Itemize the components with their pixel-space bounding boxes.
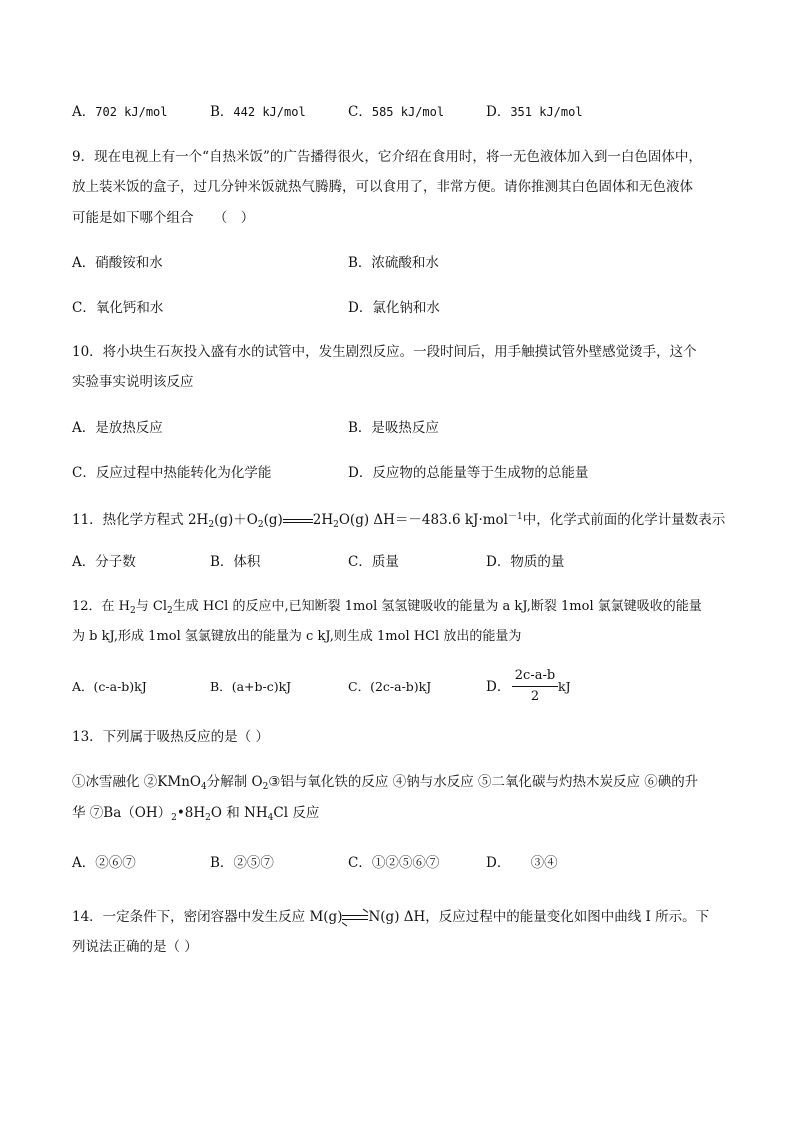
q10-stem-line1: 10．将小块生石灰投入盛有水的试管中，发生剧烈反应。一段时间后，用手触摸试管外壁感觉烫手，这个	[72, 344, 697, 360]
q12-stem-line1: 12．在 $H_2$与 $Cl_2$生成 HCl 的反应中,已知断裂 1mol 氢氢键吸收的能量为 a kJ,断裂 1mol 氯氯键吸收的能量	[72, 599, 702, 616]
q9-option-c: C．氧化钙和水	[72, 300, 164, 316]
q8-option-a: A．702 kJ/mol	[72, 104, 168, 120]
q14-stem-line2: 列说法正确的是（ ）	[72, 939, 198, 955]
q9-stem-line3: 可能是如下哪个组合 （ ）	[72, 210, 255, 226]
q12-option-b: B．(a+b-c)kJ	[210, 679, 292, 694]
q10-option-c: C．反应过程中热能转化为化学能	[72, 465, 272, 481]
q11-option-b: B．体积	[210, 554, 261, 570]
q9-option-d: D．氯化钠和水	[348, 300, 440, 316]
q12-option-c: C．(2c-a-b)kJ	[348, 679, 432, 694]
equals-arrow-icon	[283, 517, 313, 525]
q8-option-c: C．585 kJ/mol	[348, 104, 445, 120]
equilibrium-arrow-icon	[342, 914, 368, 922]
q13-option-c: C．①②⑤⑥⑦	[348, 855, 440, 871]
q10-stem-line2: 实验事实说明该反应	[72, 374, 194, 390]
fraction-bar	[512, 686, 558, 687]
q9-option-b: B．浓硫酸和水	[348, 255, 439, 271]
q11-stem: 11．热化学方程式 $2H_2(g)+O_2(g)$ $2H_2O(g)$ ΔH＝－483.6 kJ·mol$^{-1}$中，化学式前面的化学计量数表示	[72, 512, 726, 530]
fraction-numerator: 2c-a-b	[514, 668, 556, 683]
q12-option-d-fraction	[510, 668, 560, 705]
q14-stem-line1: 14．一定条件下，密闭容器中发生反应 M(g) N(g) ΔH，反应过程中的能量变化如图中曲线 I 所示。下	[72, 909, 710, 925]
q13-stem-line1: 13．下列属于吸热反应的是（ ）	[72, 729, 269, 745]
q12-option-a: A．(c-a-b)kJ	[72, 679, 147, 694]
q10-option-a: A．是放热反应	[72, 420, 163, 436]
q12-option-d-label: D．	[486, 679, 511, 695]
q13-option-b: B．②⑤⑦	[210, 855, 274, 871]
q13-stem-line2: ①冰雪融化 ②KMnO$_4$分解制 $O_2③$铝与氧化铁的反应 ④钠与水反应 ⑤二氧化碳与灼热木炭反应 ⑥碘的升	[72, 774, 699, 792]
q10-option-d: D．反应物的总能量等于生成物的总能量	[348, 465, 589, 481]
q11-option-a: A．分子数	[72, 554, 136, 570]
q8-option-b: B．442 kJ/mol	[210, 104, 306, 120]
q13-stem-line3: 华 $⑦Ba(OH)_2•8H_2O$ 和 $NH_4Cl$ 反应	[72, 805, 320, 823]
q12-stem-line2: 为 b kJ,形成 1mol 氢氯键放出的能量为 c kJ,则生成 1mol HCl 放出的能量为	[72, 629, 522, 644]
q9-stem-line2: 放上装米饭的盒子，过几分钟米饭就热气腾腾，可以食用了，非常方便。请你推测其白色固体和无色液体	[72, 179, 693, 195]
q9-stem-line1: 9．现在电视上有一个“自热米饭”的广告播得很火，它介绍在食用时，将一无色液体加入到一白色固体中，	[72, 149, 702, 165]
q8-option-d: D．351 kJ/mol	[486, 104, 583, 120]
q11-option-d: D．物质的量	[486, 554, 565, 570]
q11-option-c: C．质量	[348, 554, 399, 570]
q9-option-a: A．硝酸铵和水	[72, 255, 163, 271]
q10-option-b: B．是吸热反应	[348, 420, 439, 436]
q13-option-d: D． ③④	[486, 855, 558, 871]
q13-option-a: A．②⑥⑦	[72, 855, 136, 871]
fraction-denominator: 2	[530, 689, 540, 704]
q12-option-d-unit: kJ	[558, 679, 571, 694]
